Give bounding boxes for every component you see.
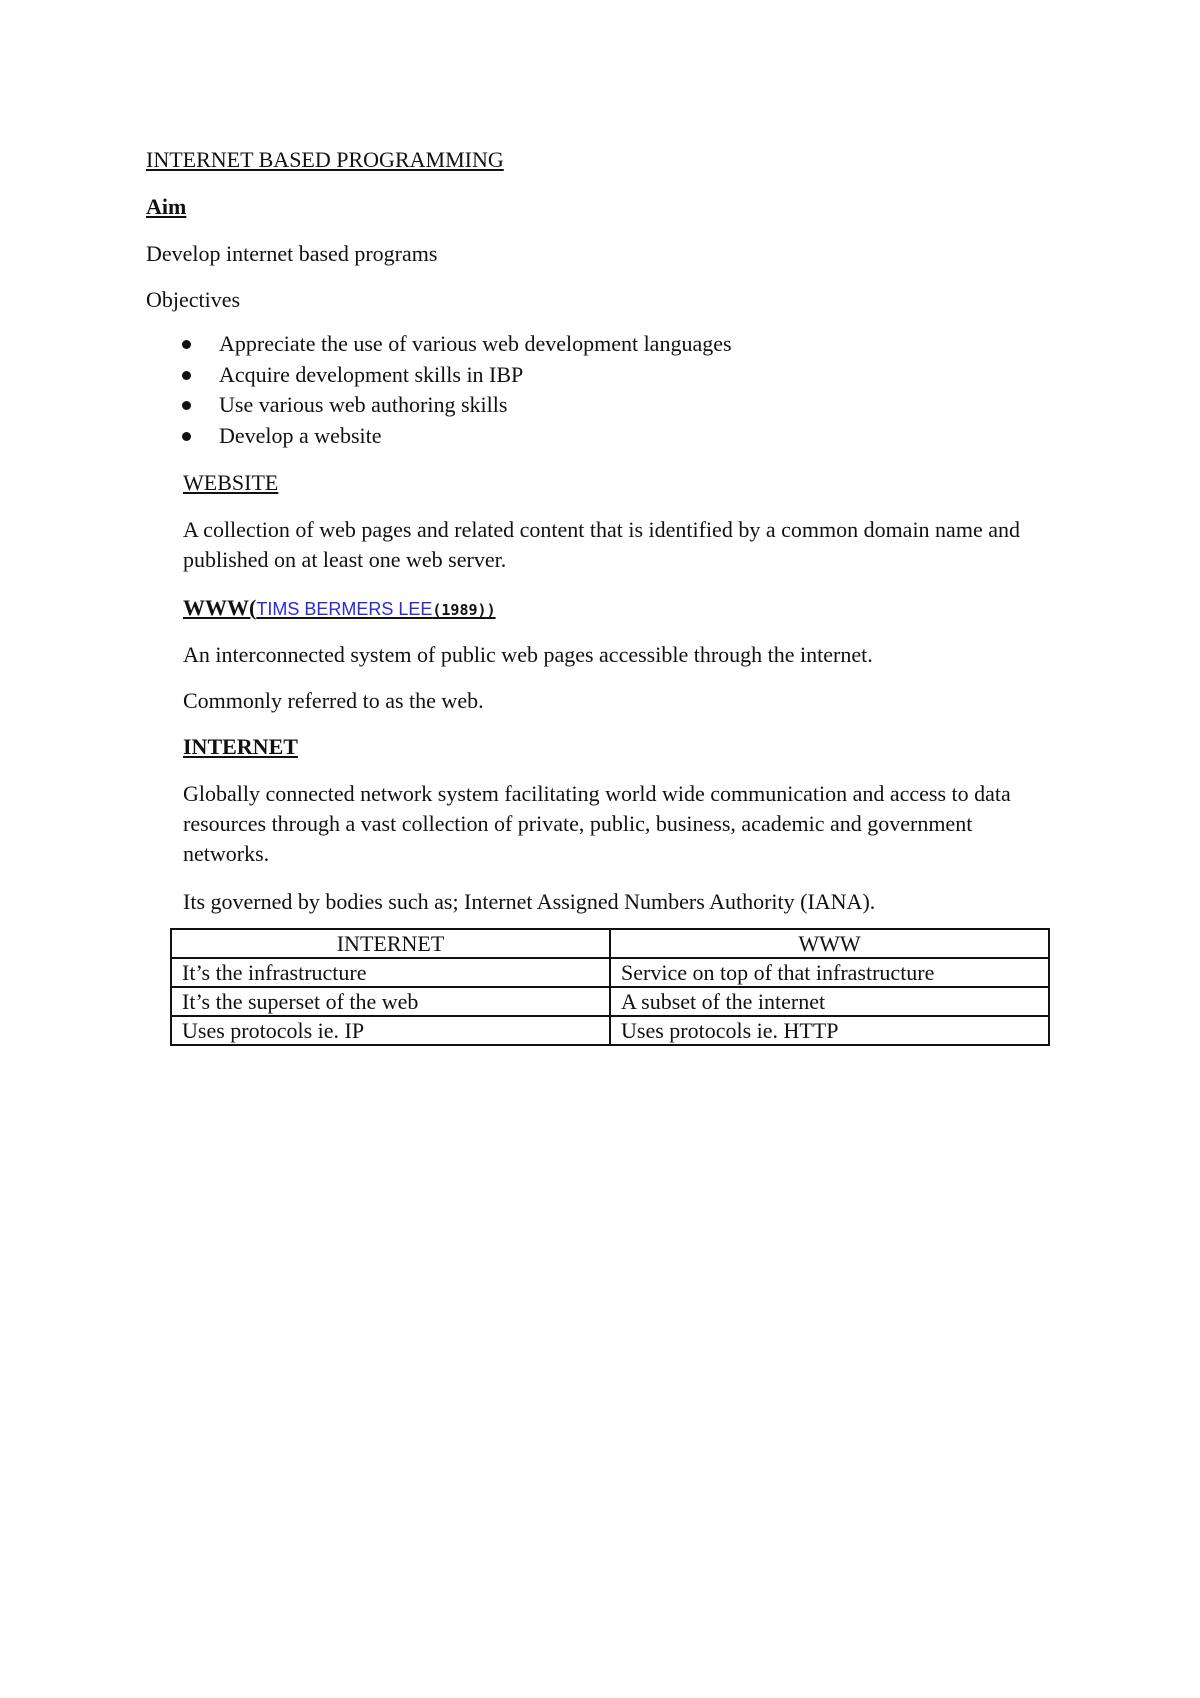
- www-year: (1989): [432, 601, 487, 619]
- list-item: [180, 329, 732, 360]
- table-header-cell: INTERNET: [171, 929, 610, 958]
- www-definition: An interconnected system of public web pages accessible through the internet.: [183, 642, 873, 667]
- website-heading: WEBSITE: [183, 470, 279, 495]
- table-cell: Uses protocols ie. IP: [171, 1016, 610, 1045]
- table-cell: It’s the infrastructure: [171, 958, 610, 987]
- table-header-cell: WWW: [610, 929, 1049, 958]
- list-item: [180, 421, 732, 452]
- table-cell: A subset of the internet: [610, 987, 1049, 1016]
- bullet-icon: [182, 432, 191, 441]
- objectives-heading: Objectives: [146, 287, 241, 312]
- internet-heading: INTERNET: [183, 734, 298, 759]
- list-item: [180, 390, 732, 421]
- aim-text: Develop internet based programs: [146, 241, 438, 266]
- comparison-table: [170, 928, 1050, 1046]
- table-header-row: [171, 929, 1049, 958]
- www-note: Commonly referred to as the web.: [183, 688, 484, 713]
- objective-text: Use various web authoring skills: [219, 392, 508, 417]
- aim-heading: Aim: [146, 194, 187, 219]
- objectives-list: [180, 329, 732, 451]
- website-definition: A collection of web pages and related content that is identified by a common domain name and published on at least one web server.: [183, 517, 1020, 572]
- bullet-icon: [182, 371, 191, 380]
- table-row: [171, 958, 1049, 987]
- bullet-icon: [182, 340, 191, 349]
- table-row: [171, 1016, 1049, 1045]
- table-row: [171, 987, 1049, 1016]
- www-close-paren: ): [486, 601, 496, 619]
- objective-text: Acquire development skills in IBP: [219, 361, 524, 387]
- objective-text: Develop a website: [219, 422, 382, 448]
- www-heading: WWW: [183, 595, 249, 620]
- objective-text: Appreciate the use of various web development languages: [219, 331, 732, 356]
- list-item: [180, 360, 732, 391]
- table-cell: Uses protocols ie. HTTP: [610, 1016, 1049, 1045]
- table-cell: Service on top of that infrastructure: [610, 958, 1049, 987]
- www-heading-line: [183, 593, 496, 625]
- table-cell: It’s the superset of the web: [171, 987, 610, 1016]
- internet-definition: Globally connected network system facilitating world wide communication and access to data resources through a vast collection of private, public, business, academic and government networks.: [183, 781, 1011, 866]
- bullet-icon: [182, 401, 191, 410]
- www-open-paren: (: [249, 595, 257, 620]
- www-inventor: TIMS BERMERS LEE: [256, 599, 433, 619]
- internet-governance: Its governed by bodies such as; Internet Assigned Numbers Authority (IANA).: [183, 889, 876, 914]
- document-title: INTERNET BASED PROGRAMMING: [146, 147, 504, 172]
